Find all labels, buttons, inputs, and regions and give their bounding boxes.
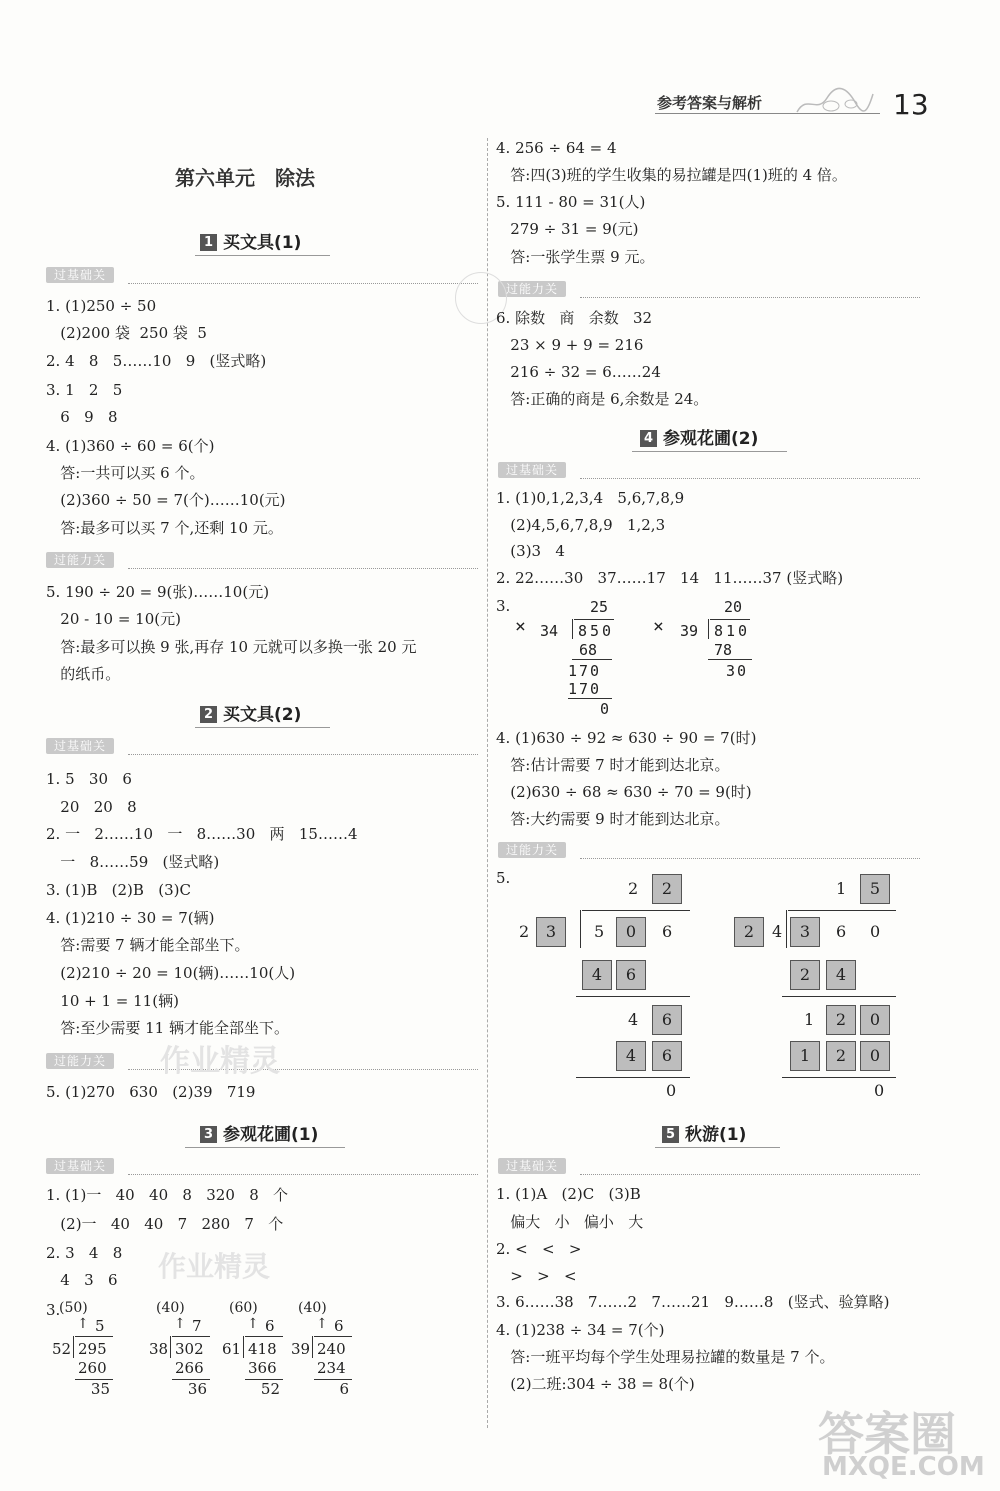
quotient: 7	[192, 1317, 202, 1335]
partial-remainder: 170	[568, 662, 602, 680]
up-arrow-icon: ↑	[247, 1316, 259, 1332]
tag-basic: 过基础关	[498, 1158, 566, 1174]
tag-divider	[580, 1174, 920, 1175]
lesson-number: 3	[200, 1126, 217, 1143]
division-bracket	[312, 1336, 313, 1358]
division-bar	[710, 619, 750, 620]
digit-box: 2	[790, 960, 820, 990]
site-watermark: 答案圈	[818, 1407, 956, 1461]
digit-box: 4	[826, 960, 856, 990]
digit-box: 0	[616, 917, 646, 947]
answer-line: 2. 一 2……10 一 8……30 两 15……4	[46, 825, 358, 843]
digit: 2	[519, 922, 530, 941]
answer-line: 3. (1)B (2)B (3)C	[46, 881, 191, 899]
tag-divider	[580, 858, 920, 859]
divisor: 39	[680, 622, 699, 640]
lesson-underline	[195, 727, 330, 728]
tag-divider	[128, 754, 478, 755]
answer-line: 4. (1)630 ÷ 92 ≈ 630 ÷ 90 = 7(时)	[496, 729, 757, 747]
answer-line: 2. < < >	[496, 1240, 582, 1258]
answer-line: 20 - 10 = 10(元)	[46, 610, 181, 628]
answer-line: 216 ÷ 32 = 6……24	[496, 363, 661, 381]
answer-line: 3.	[46, 1301, 61, 1319]
digit-box: 2	[652, 874, 682, 904]
answer-line: 4. (1)238 ÷ 34 = 7(个)	[496, 1321, 665, 1339]
answer-line: 3. 1 2 5	[46, 381, 123, 399]
answer-line: 20 20 8	[46, 798, 137, 816]
quotient: 20	[724, 598, 743, 616]
answer-line: 5. 111 - 80 = 31(人)	[496, 193, 646, 211]
dividend: 850	[578, 622, 615, 640]
division-bracket	[243, 1336, 244, 1358]
answer-line: 4. (1)210 ÷ 30 = 7(辆)	[46, 909, 215, 927]
lesson-number: 5	[662, 1126, 679, 1143]
remainder: 6	[339, 1380, 349, 1398]
watermark: 作业精灵	[158, 1250, 271, 1283]
remainder: 0	[874, 1081, 885, 1100]
answer-line: 答:一班平均每个学生处理易拉罐的数量是 7 个。	[496, 1348, 835, 1366]
lesson-name: 参观花圃(1)	[223, 1125, 319, 1145]
answer-line: 6 9 8	[46, 408, 118, 426]
subtract-line	[576, 996, 690, 997]
division-bracket	[580, 910, 581, 948]
subtract-line	[708, 659, 752, 660]
digit: 4	[628, 1010, 639, 1029]
answer-line: 279 ÷ 31 = 9(元)	[496, 220, 639, 238]
quotient: 6	[265, 1317, 275, 1335]
answer-line: 6. 除数 商 余数 32	[496, 309, 653, 327]
division-bar	[788, 910, 896, 911]
subtract-line	[782, 996, 896, 997]
quotient: 25	[590, 598, 609, 616]
dividend: 418	[248, 1340, 277, 1358]
division-bar	[314, 1336, 352, 1337]
divisor: 34	[540, 622, 559, 640]
division-bracket	[572, 619, 573, 639]
tag-divider	[128, 1174, 478, 1175]
watermark: 作业精灵	[160, 1044, 280, 1079]
answer-line: 答:需要 7 辆才能全部坐下。	[46, 936, 250, 954]
up-arrow-icon: ↑	[174, 1316, 186, 1332]
answer-line: 2. 3 4 8	[46, 1244, 123, 1262]
remainder: 30	[726, 662, 749, 680]
digit: 1	[804, 1010, 815, 1029]
answer-line: > > <	[496, 1267, 577, 1285]
remainder: 35	[90, 1380, 110, 1398]
lesson-name: 买文具(2)	[223, 705, 302, 725]
unit-title: 第六单元 除法	[175, 166, 315, 190]
tag-ability: 过能力关	[498, 842, 566, 858]
answer-line: 1. (1)0,1,2,3,4 5,6,7,8,9	[496, 489, 685, 507]
answer-line: 的纸币。	[46, 665, 121, 683]
partial-product: 234	[317, 1359, 346, 1377]
remainder: 36	[187, 1380, 207, 1398]
tag-ability: 过能力关	[498, 281, 566, 297]
division-bracket	[170, 1336, 171, 1358]
answer-line: 一 8……59 (竖式略)	[46, 853, 220, 871]
answer-line: 23 × 9 + 9 = 216	[496, 336, 644, 354]
answer-line: 答:正确的商是 6,余数是 24。	[496, 390, 709, 408]
estimate: (40)	[298, 1300, 327, 1316]
answer-line: 答:四(3)班的学生收集的易拉罐是四(1)班的 4 倍。	[496, 166, 847, 184]
tag-divider	[128, 568, 478, 569]
digit-box: 0	[860, 1005, 890, 1035]
digit-box: 3	[536, 917, 566, 947]
lesson-title-1	[200, 228, 301, 253]
answer-line: 2. 4 8 5……10 9 (竖式略)	[46, 352, 267, 370]
lesson-title-4	[640, 424, 758, 449]
answer-line: 答:估计需要 7 时才能到达北京。	[496, 756, 730, 774]
dividend: 810	[714, 622, 751, 640]
subtract-line	[572, 659, 612, 660]
digit-box: 1	[790, 1041, 820, 1071]
answer-line: (2)一 40 40 7 280 7 个	[46, 1215, 284, 1233]
answer-line: 1. (1)A (2)C (3)B	[496, 1185, 641, 1203]
estimate: (40)	[156, 1300, 185, 1316]
lesson-number: 1	[200, 234, 217, 251]
page-number: 13	[893, 88, 929, 121]
subtract-line	[568, 698, 612, 699]
digit-box: 5	[860, 874, 890, 904]
answer-line: 5. (1)270 630 (2)39 719	[46, 1083, 256, 1101]
answer-line: 偏大 小 偏小 大	[496, 1213, 644, 1231]
answer-line: (2)210 ÷ 20 = 10(辆)……10(人)	[46, 964, 296, 982]
estimate: (60)	[229, 1300, 258, 1316]
tag-divider	[580, 297, 920, 298]
lesson-underline	[195, 255, 330, 256]
tag-basic: 过基础关	[46, 267, 114, 283]
dividend: 295	[78, 1340, 107, 1358]
division-bar	[75, 1336, 113, 1337]
answer-line: 答:至少需要 11 辆才能全部坐下。	[46, 1019, 289, 1037]
answer-line: 3.	[496, 597, 511, 615]
answer-line: 10 + 1 = 11(辆)	[46, 992, 179, 1010]
digit: 0	[870, 922, 881, 941]
answer-line: 1. (1)一 40 40 8 320 8 个	[46, 1186, 289, 1204]
answer-line: 1. (1)250 ÷ 50	[46, 297, 157, 315]
answer-line: (2)200 袋 250 袋 5	[46, 324, 207, 342]
lesson-title-2	[200, 700, 301, 725]
digit: 1	[836, 879, 847, 898]
digit: 6	[836, 922, 847, 941]
divisor: 38	[149, 1340, 169, 1358]
divisor: 61	[222, 1340, 242, 1358]
quotient: 5	[95, 1317, 105, 1335]
partial-product: 260	[78, 1359, 107, 1377]
header-underline	[655, 113, 880, 114]
digit: 4	[772, 922, 783, 941]
partial-product: 78	[714, 641, 733, 659]
answer-line: 答:一张学生票 9 元。	[496, 248, 655, 266]
answer-line: 3. 6……38 7……2 7……21 9……8 (竖式、验算略)	[496, 1293, 890, 1311]
site-url-watermark: MXQE.COM	[822, 1452, 985, 1482]
tag-divider	[128, 283, 478, 284]
remainder: 0	[600, 700, 610, 718]
digit-box: 6	[652, 1041, 682, 1071]
tag-ability: 过能力关	[46, 1053, 114, 1069]
dividend: 240	[317, 1340, 346, 1358]
division-bar	[574, 619, 614, 620]
digit-box: 4	[582, 960, 612, 990]
lesson-name: 买文具(1)	[223, 233, 302, 253]
up-arrow-icon: ↑	[77, 1316, 89, 1332]
division-bar	[172, 1336, 210, 1337]
digit: 5	[594, 922, 605, 941]
lesson-underline	[185, 1147, 345, 1148]
answer-line: (2)二班:304 ÷ 38 = 8(个)	[496, 1375, 695, 1393]
answer-line: (3)3 4	[496, 542, 565, 560]
digit-box: 2	[826, 1005, 856, 1035]
divisor: 52	[52, 1340, 72, 1358]
digit: 2	[628, 879, 639, 898]
dividend: 302	[175, 1340, 204, 1358]
digit-box: 2	[826, 1041, 856, 1071]
division-bracket	[786, 910, 787, 948]
tag-basic: 过基础关	[498, 462, 566, 478]
lesson-name: 秋游(1)	[685, 1125, 747, 1145]
answer-line: 答:最多可以换 9 张,再存 10 元就可以多换一张 20 元	[46, 638, 417, 656]
lesson-underline	[632, 451, 787, 452]
digit: 6	[662, 922, 673, 941]
answer-line: (2)4,5,6,7,8,9 1,2,3	[496, 516, 666, 534]
tag-basic: 过基础关	[46, 738, 114, 754]
tag-ability: 过能力关	[46, 552, 114, 568]
answer-line: 答:最多可以买 7 个,还剩 10 元。	[46, 519, 283, 537]
division-bracket	[708, 619, 709, 639]
answer-line: 4. 256 ÷ 64 = 4	[496, 139, 617, 157]
partial-product: 170	[568, 680, 602, 698]
quotient: 6	[334, 1317, 344, 1335]
answer-line: 答:一共可以买 6 个。	[46, 464, 205, 482]
partial-product: 266	[175, 1359, 204, 1377]
lesson-underline	[655, 1147, 780, 1148]
header-title: 参考答案与解析	[657, 94, 763, 112]
wrong-mark-icon: ×	[653, 616, 664, 637]
lesson-title-3	[200, 1120, 318, 1145]
answer-line: 1. 5 30 6	[46, 770, 132, 788]
lesson-number: 4	[640, 430, 657, 447]
column-divider	[487, 138, 488, 1428]
answer-line: 4. (1)360 ÷ 60 = 6(个)	[46, 437, 215, 455]
division-bar	[582, 910, 690, 911]
division-bracket	[73, 1336, 74, 1358]
digit-box: 3	[790, 917, 820, 947]
digit-box: 6	[652, 1005, 682, 1035]
partial-product: 68	[579, 641, 598, 659]
wrong-mark-icon: ×	[515, 616, 526, 637]
answer-line: 4 3 6	[46, 1271, 118, 1289]
answer-line: 5. 190 ÷ 20 = 9(张)……10(元)	[46, 583, 270, 601]
divisor: 39	[291, 1340, 311, 1358]
lesson-number: 2	[200, 706, 217, 723]
digit-box: 0	[860, 1041, 890, 1071]
answer-line: 2. 22……30 37……17 14 11……37 (竖式略)	[496, 569, 844, 587]
up-arrow-icon: ↑	[316, 1316, 328, 1332]
digit-box: 4	[616, 1041, 646, 1071]
lesson-name: 参观花圃(2)	[663, 429, 759, 449]
remainder: 52	[260, 1380, 280, 1398]
digit-box: 2	[734, 917, 764, 947]
lesson-title-5	[662, 1120, 746, 1145]
answer-line: (2)630 ÷ 68 ≈ 630 ÷ 70 = 9(时)	[496, 783, 752, 801]
answer-line: 5.	[496, 869, 511, 887]
remainder: 0	[666, 1081, 677, 1100]
tag-basic: 过基础关	[46, 1158, 114, 1174]
tag-divider	[580, 478, 920, 479]
partial-product: 366	[248, 1359, 277, 1377]
estimate: (50)	[59, 1300, 88, 1316]
digit-box: 6	[616, 960, 646, 990]
division-bar	[245, 1336, 283, 1337]
answer-line: 答:大约需要 9 时才能到达北京。	[496, 810, 730, 828]
answer-line: (2)360 ÷ 50 = 7(个)……10(元)	[46, 491, 286, 509]
